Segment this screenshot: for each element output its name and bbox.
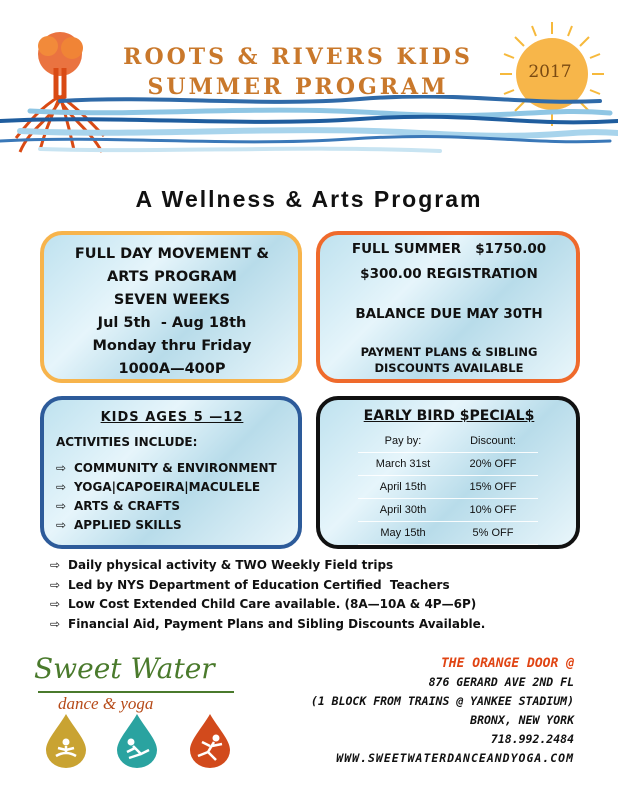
title-line-1: ROOTS & RIVERS KIDS [123,44,473,70]
water-waves-graphic [0,95,618,155]
program-details-text [50,243,294,381]
activity-label: COMMUNITY & ENVIRONMENT [74,461,277,475]
arrow-right-icon: ⇨ [50,577,61,592]
full-summer-price: FULL SUMMER $1750.00 [351,241,547,257]
program-line: FULL DAY MOVEMENT & [74,246,270,262]
list-item [50,556,485,576]
arrow-right-icon: ⇨ [56,480,67,494]
activity-label: ARTS & CRAFTS [74,499,180,513]
payment-plans-note [326,344,572,376]
program-line: SEVEN WEEKS [113,292,231,308]
table-row [358,453,538,476]
program-features-list [50,556,485,634]
feature-text: Financial Aid, Payment Plans and Sibling Discounts Available. [68,616,486,631]
column-header: Pay by: [358,430,448,453]
program-line: ARTS PROGRAM [107,269,237,285]
logo-divider [38,691,234,693]
pay-by-date: April 15th [358,476,448,499]
program-line: Monday thru Friday [92,338,252,354]
venue-name: THE ORANGE DOOR @ [440,656,574,671]
early-bird-title: EARLY BIRD $PECIAL$ [363,408,535,424]
table-header-row [358,430,538,453]
pay-by-date: April 30th [358,499,448,522]
venue-address [300,654,574,768]
list-item [56,516,277,535]
pay-by-date: May 15th [358,522,448,545]
discount-value: 10% OFF [448,499,538,522]
column-header: Discount: [448,430,538,453]
logo-tagline: dance & yoga [58,694,154,713]
registration-fee: $300.00 REGISTRATION [360,266,538,282]
meditation-drop-icon [44,712,88,768]
early-bird-table [358,430,538,545]
balance-due: BALANCE DUE MAY 30TH [355,306,543,322]
website-link[interactable]: WWW.SWEETWATERDANCEANDYOGA.COM [336,751,574,765]
table-row [358,499,538,522]
page-subtitle: A Wellness & Arts Program [135,186,483,212]
activities-heading: ACTIVITIES INCLUDE: [56,435,198,449]
list-item [50,615,485,635]
pay-by-date: March 31st [358,453,448,476]
feature-text: Daily physical activity & TWO Weekly Field trips [68,558,394,572]
program-line: 1000A—400P [118,361,226,377]
location-note: (1 BLOCK FROM TRAINS @ YANKEE STADIUM) [310,694,574,708]
phone-number: 718.992.2484 [490,732,574,746]
list-item [56,478,277,497]
kids-ages: KIDS AGES 5 —12 [100,410,244,425]
table-row [358,476,538,499]
arrow-right-icon: ⇨ [50,616,61,631]
program-line: Jul 5th - Aug 18th [97,315,247,331]
arrow-right-icon: ⇨ [50,597,61,611]
feature-text: Low Cost Extended Child Care available. (8A—10A & 4P—6P) [68,597,477,611]
discount-value: 15% OFF [448,476,538,499]
street-address: 876 GERARD AVE 2ND FL [428,675,574,689]
program-title [108,42,488,102]
discount-value: 5% OFF [448,522,538,545]
title-line-2: SUMMER PROGRAM [147,74,449,100]
feature-text: Led by NYS Department of Education Certified Teachers [68,577,450,592]
sweet-water-logo: Sweet Water [34,652,215,685]
payment-plans-line: PAYMENT PLANS & SIBLING [360,345,538,359]
list-item [50,576,485,596]
stretch-drop-icon [115,712,159,768]
dancer-drop-icon [188,712,232,768]
payment-plans-line: DISCOUNTS AVAILABLE [374,361,524,375]
discount-value: 20% OFF [448,453,538,476]
activity-label: APPLIED SKILLS [74,518,182,532]
arrow-right-icon: ⇨ [56,518,67,532]
arrow-right-icon: ⇨ [50,558,61,572]
activity-label: YOGA|CAPOEIRA|MACULELE [74,480,261,494]
table-row [358,522,538,545]
list-item [56,497,277,516]
list-item [56,459,277,478]
year-label: 2017 [528,62,572,82]
city: BRONX, NEW YORK [470,713,574,727]
arrow-right-icon: ⇨ [56,461,67,475]
list-item [50,595,485,615]
activities-list [56,459,277,535]
arrow-right-icon: ⇨ [56,499,67,513]
